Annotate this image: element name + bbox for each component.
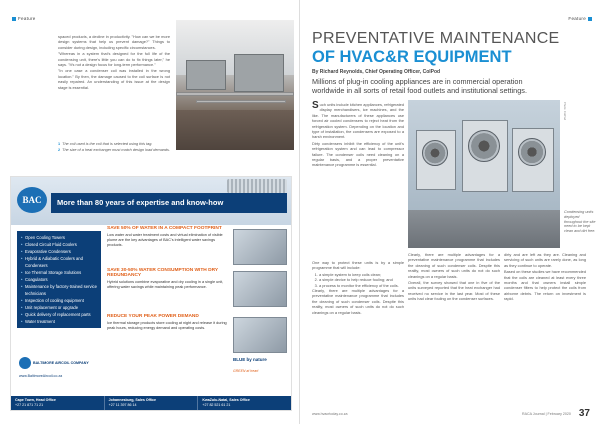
- ad-office: Johannesburg, Sales Office +27 11 397 86 14: [105, 396, 199, 410]
- article-paragraph: Clearly, there are multiple advantages for a preventative maintenance programme that includes the cleaning of such condenser coils. Despite this reality, most owners of such units do not do such cleanings on a regular basis.: [312, 288, 404, 315]
- ad-service-item: • Evaporative Condensers: [21, 248, 97, 255]
- article-paragraph: Based on these studies we have recommended that the coils are cleaned at least every three months and that owners install simple condenser filters to help protect the coils from airborne debris. The return on investment is rapid.: [504, 269, 586, 302]
- ad-feature-water-saving: [107, 227, 227, 248]
- article-column-a: [312, 102, 404, 169]
- left-paragraph: "Whereas in a system that’s designed for the full life of the condensing unit, there’s little you can do to fix things later," he says. "It’s not a design focus for long-term performance.": [58, 51, 170, 68]
- photo-side-caption: Condensing units deployed throughout the site need to be kept clean and dirt free.: [564, 210, 596, 234]
- ad-feature-body: Low water and water treatment costs and virtual elimination of visible plume are the key advantages of BAC’s intelligent water savings products.: [107, 232, 223, 247]
- ad-coil-image: [227, 179, 287, 193]
- ad-service-item: • Maintenance by factory-trained service technicians: [21, 283, 97, 297]
- article-title-line1: PREVENTATIVE MAINTENANCE: [312, 30, 560, 47]
- article-paragraph: Clearly, there are multiple advantages for a preventative maintenance programme that includes the cleaning of such condenser coils. Despite this reality, most owners of such units do not do such cleanings on a regular basis.: [408, 252, 500, 279]
- page-number: 37: [578, 408, 590, 419]
- ad-service-item: • Quick delivery of replacement parts: [21, 311, 97, 318]
- section-tag-label: Feature: [18, 16, 36, 21]
- maintenance-list-item: 1. a simple system to keep coils clean;: [319, 272, 404, 277]
- left-article-column: [58, 34, 170, 91]
- article-column-c: [408, 252, 500, 303]
- caption-item: 2 The size of a heat exchanger must match design load demands.: [58, 148, 170, 152]
- article-column-d: [504, 252, 586, 303]
- article-paragraph: Overall, the survey showed that one in five of the units surveyed reported that the heat exchanger had received no service in the last year. Most of these units had clear fouling on the condenser surfaces.: [408, 280, 500, 302]
- ad-brand: BALTIMORE AIRCOIL COMPANY: [19, 357, 89, 369]
- bac-logo: BAC: [17, 187, 47, 213]
- rooftop-condensers-photo: [408, 100, 560, 248]
- article-paragraph: dirty and are left as they are. Cleaning and servicing of such units are rarely done, as long as they continue to operate.: [504, 252, 586, 268]
- bac-brand-icon: [19, 357, 31, 369]
- ad-services-list: [17, 231, 101, 328]
- ad-feature-heading: SAVE 50% OF WATER IN A COMPACT FOOTPRINT: [107, 226, 222, 231]
- footer-issue: RACA Journal | February 2020: [522, 412, 571, 416]
- article-standfirst: Millions of plug-in cooling appliances are in commercial operation worldwide in all sorts of retail food outlets and institutional settings.: [312, 77, 527, 95]
- ad-feature-peak-power: [107, 315, 227, 331]
- caption-item: 1 The coil used is the coil that is selected using this tag.: [58, 142, 153, 146]
- photo-captions: [58, 142, 170, 154]
- ad-service-item: • Hybrid & Adiabatic Coolers and Condensers: [21, 255, 97, 269]
- ad-service-item: • Water treatment: [21, 318, 97, 325]
- ad-office: Cape Town, Head Office +27 21 871 71 21: [11, 396, 105, 410]
- ad-tagline-sub: GREEN at heart: [233, 369, 259, 373]
- ad-service-item: • Unit replacement or upgrade: [21, 304, 97, 311]
- left-photo-outdoor-units: [176, 20, 294, 150]
- ad-feature-body: Ice thermal storage products store cooling at night and release it during peak hours, reducing energy demand and operating costs.: [107, 320, 227, 330]
- maintenance-list: [312, 272, 404, 288]
- photo-credit: Photo: ColPod: [563, 102, 567, 121]
- section-tag-label: Feature: [568, 16, 586, 21]
- article-paragraph: One way to protect these units is by a simple programme that will include:: [312, 260, 404, 271]
- article-paragraph: Dirty condensers inhibit the efficiency of the unit’s refrigeration system and can lead to compressor failure. The condenser coils need cleaning on a regular basis, and a proper preventative maintenance programme is essential.: [312, 140, 404, 168]
- ad-service-item: • Ice Thermal Storage Solutions: [21, 269, 97, 276]
- ad-headline: More than 80 years of expertise and know-how: [51, 193, 287, 213]
- ad-website-link[interactable]: www.BaltimoreAircoil.co.za: [19, 374, 63, 378]
- maintenance-list-item: 2. a simple device to help reduce fouling; and: [319, 277, 404, 282]
- ad-office: KwaZulu-Natal, Sales Office +27 82 521 61 21: [202, 398, 250, 407]
- article-paragraph: Such units include kitchen appliances, refrigerated display merchandisers, ice machines, and the like. The manufacturers of these appliances use forced air cooled condensers to reject heat from the refrigeration system. Depending on the location and type of installation, the condensers are exposed to a harsh environment.: [312, 100, 404, 140]
- tag-square-icon: [12, 17, 16, 21]
- ad-service-item: • Closed Circuit Fluid Coolers: [21, 241, 97, 248]
- ad-feature-dry-redundancy: [107, 269, 227, 290]
- ad-service-item: • Open Cooling Towers: [21, 234, 97, 241]
- section-tag-right: [568, 16, 592, 21]
- left-paragraph: spaced products, a decline in productivity. "How can we be more design systems that help us prevent damage?" Things to consider during design, including specific circumstances.: [58, 34, 170, 50]
- right-page: [300, 0, 600, 424]
- ad-offices-bar: [11, 396, 291, 410]
- ad-service-item: • Coagulators: [21, 276, 97, 283]
- ad-service-item: • Inspection of cooling equipment: [21, 297, 97, 304]
- left-paragraph: "In one case a condenser coil was installed in the wrong location." By then, the damage caused to the coil surface is not easily repaired. An understanding of this issue at the design stage is essential.: [58, 68, 170, 90]
- footer-url[interactable]: www.hvacrtoday.co.za: [312, 412, 348, 416]
- article-title-line2: OF HVAC&R EQUIPMENT: [312, 48, 512, 66]
- section-tag-left: [12, 16, 36, 21]
- ad-product-image: [233, 317, 287, 353]
- bac-advertisement[interactable]: [10, 176, 292, 411]
- ad-feature-heading: REDUCE YOUR PEAK POWER DEMAND: [107, 314, 199, 319]
- ad-tagline: BLUE by nature: [233, 357, 267, 362]
- article-byline: By Richard Reynolds, Chief Operating Officer, ColPod: [312, 69, 441, 75]
- ad-product-image: [233, 229, 287, 265]
- article-column-b: [312, 260, 404, 316]
- ad-feature-heading: SAVE 30-50% WATER CONSUMPTION WITH DRY REDUNDANCY: [107, 268, 218, 278]
- maintenance-list-item: 3. a process to monitor the efficiency of the coils.: [319, 283, 404, 288]
- tag-square-icon: [588, 17, 592, 21]
- drop-cap: S: [312, 100, 319, 111]
- ad-feature-body: Hybrid solutions combine evaporative and dry cooling in a single unit, offering water savings while maintaining peak performance.: [107, 279, 224, 289]
- ad-product-image: [233, 271, 287, 307]
